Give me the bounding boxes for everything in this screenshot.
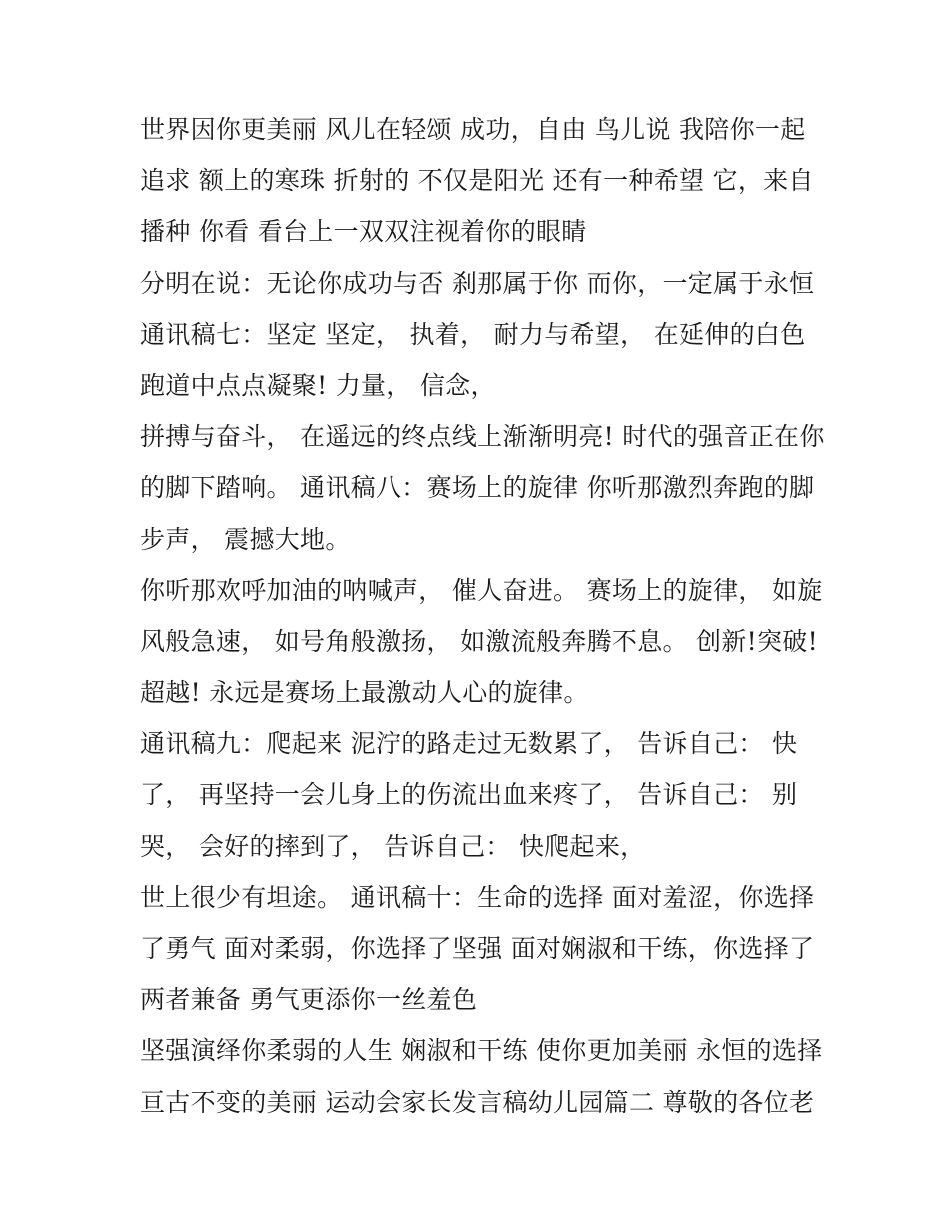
text-line: 世界因你更美丽 风儿在轻颂 成功，自由 鸟儿说 我陪你一起 <box>140 115 806 144</box>
text-line: 播种 你看 看台上一双双注视着你的眼睛 <box>140 217 587 247</box>
text-line: 步声， 震撼大地。 <box>140 524 351 554</box>
text-line: 哭， 会好的摔到了， 告诉自己： 快爬起来， <box>140 831 646 861</box>
text-line: 的脚下踏响。 通讯稿八：赛场上的旋律 你听那激烈奔跑的脚 <box>140 473 815 503</box>
document-body <box>140 104 825 1128</box>
text-line: 分明在说：无论你成功与否 刹那属于你 而你，一定属于永恒 <box>140 268 815 298</box>
text-line: 两者兼备 勇气更添你一丝羞色 <box>140 985 478 1015</box>
text-line: 世上很少有坦途。 通讯稿十：生命的选择 面对羞涩，你选择 <box>140 882 815 912</box>
text-line: 通讯稿七：坚定 坚定， 执着， 耐力与希望， 在延伸的白色 <box>140 319 806 349</box>
text-line: 你听那欢呼加油的呐喊声， 催人奋进。 赛场上的旋律， 如旋 <box>140 575 823 605</box>
text-line: 追求 额上的寒珠 折射的 不仅是阳光 还有一种希望 它，来自 <box>140 166 814 196</box>
text-line: 通讯稿九：爬起来 泥泞的路走过无数累了， 告诉自己： 快 <box>140 729 798 759</box>
text-line: 坚强演绎你柔弱的人生 娴淑和干练 使你更加美丽 永恒的选择 <box>140 1036 823 1066</box>
text-line: 了， 再坚持一会儿身上的伤流出血来疼了， 告诉自己： 别 <box>140 780 798 810</box>
text-line: 超越! 永远是赛场上最激动人心的旋律。 <box>140 678 589 708</box>
text-line: 了勇气 面对柔弱，你选择了坚强 面对娴淑和干练，你选择了 <box>140 934 815 963</box>
text-line: 亘古不变的美丽 运动会家长发言稿幼儿园篇二 尊敬的各位老 <box>140 1087 815 1117</box>
text-line: 拼搏与奋斗， 在遥远的终点线上渐渐明亮! 时代的强音正在你 <box>140 422 825 452</box>
text-line: 跑道中点点凝聚! 力量， 信念， <box>140 370 496 400</box>
text-line: 风般急速， 如号角般激扬， 如激流般奔腾不息。 创新!突破! <box>140 626 818 656</box>
